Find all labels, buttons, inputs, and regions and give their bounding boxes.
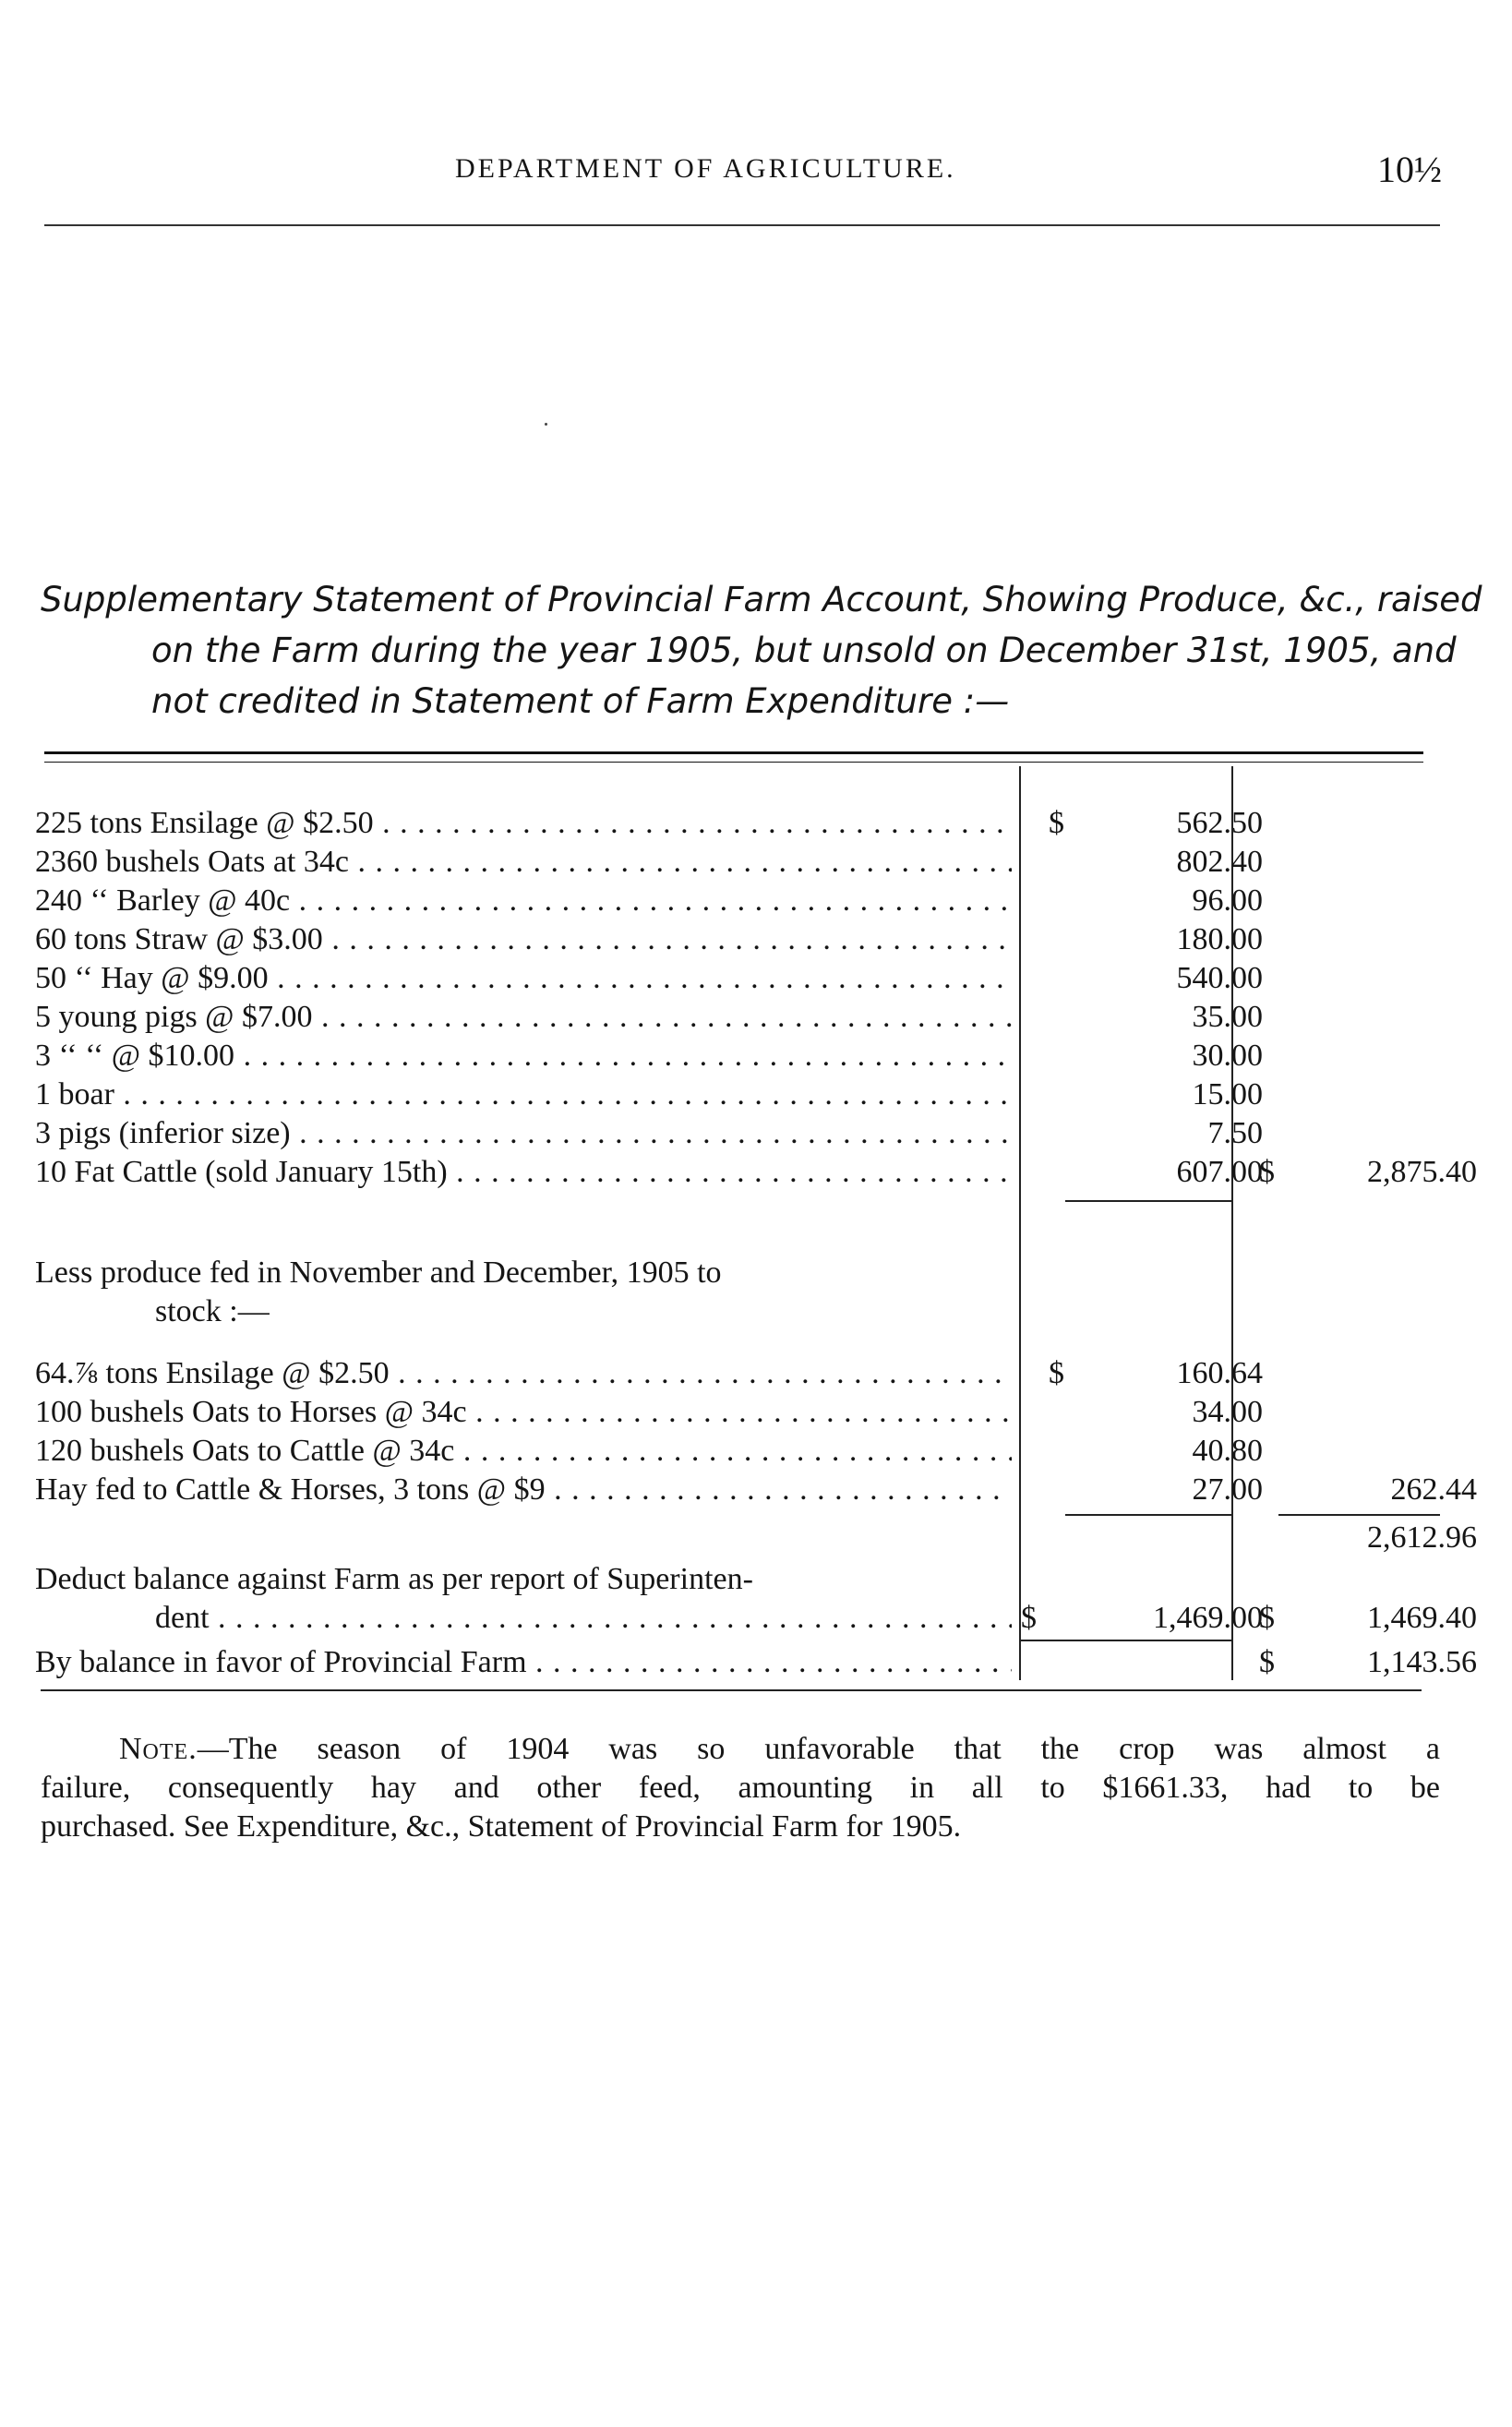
table-row [35, 1075, 1447, 1114]
print-speck [545, 423, 547, 426]
row-label: 100 bushels Oats to Horses @ 34c . . . [35, 1393, 1012, 1432]
deduct-line-2: dent . . . [155, 1599, 1012, 1638]
note-text-1: —The season of 1904 was so unfavorable that the crop was almost a [197, 1732, 1440, 1766]
running-title: DEPARTMENT OF AGRICULTURE. [455, 153, 956, 184]
row-label: 10 Fat Cattle (sold January 15th) . . . [35, 1153, 1012, 1192]
deduct-heading [35, 1560, 753, 1599]
footnote [41, 1730, 1440, 1846]
row-amount: 35.00 [1192, 1000, 1263, 1034]
row-amount: 27.00 [1192, 1472, 1263, 1507]
table-row [35, 882, 1447, 920]
table-top-rule-thin [44, 762, 1423, 763]
title-line-1: Supplementary Statement of Provincial Farm Account, Showing Produce, &c., raised [41, 580, 1482, 619]
table-bottom-rule [41, 1689, 1422, 1691]
row-amount: 562.50 [1176, 806, 1263, 840]
table-row [35, 959, 1447, 998]
row-amount: 7.50 [1207, 1116, 1263, 1150]
dollar-sign: $ [1021, 1601, 1037, 1635]
note-lead: Note. [119, 1732, 198, 1766]
balance-row [35, 1643, 1477, 1682]
row-label: 64.⅞ tons Ensilage @ $2.50 . . . [35, 1354, 1012, 1393]
row-label: 3 ‘‘ ‘‘ @ $10.00 . . . [35, 1037, 1012, 1075]
row-amount: 160.64 [1176, 1356, 1263, 1390]
row-label: 3 pigs (inferior size) . . . [35, 1114, 1012, 1153]
less-heading-cont [155, 1292, 270, 1331]
less-heading-line-2: stock :— [155, 1294, 270, 1328]
less-heading [35, 1254, 722, 1292]
deduct-line-1: Deduct balance against Farm as per report of Superinten- [35, 1562, 753, 1596]
row-label: 5 young pigs @ $7.00 . . . [35, 998, 1012, 1037]
row-amount: 607.00 [1176, 1155, 1263, 1189]
title-line-2: on the Farm during the year 1905, but unsold on December 31st, 1905, and [151, 631, 1457, 670]
statement-title [41, 574, 1482, 727]
row-label: 1 boar . . . [35, 1075, 1012, 1114]
table-row [35, 1393, 1447, 1432]
table-row [35, 920, 1447, 959]
row-label: 60 tons Straw @ $3.00 . . . [35, 920, 1012, 959]
note-line-2: failure, consequently hay and other feed, amounting in all to $1661.33, had to be [41, 1771, 1440, 1805]
row-total: 2,875.40 [1367, 1155, 1477, 1189]
row-label: Hay fed to Cattle & Horses, 3 tons @ $9 . . . [35, 1471, 1012, 1509]
row-amount: 30.00 [1192, 1039, 1263, 1073]
row-amount: 15.00 [1192, 1077, 1263, 1111]
dollar-sign: $ [1049, 1356, 1064, 1390]
page-header [0, 148, 1512, 194]
row-label: 120 bushels Oats to Cattle @ 34c . . . [35, 1432, 1012, 1471]
balance-label: By balance in favor of Provincial Farm . . . [35, 1643, 1012, 1682]
title-line-3: not credited in Statement of Farm Expenditure :— [151, 681, 1010, 721]
dollar-sign: $ [1049, 806, 1064, 840]
fed-sum-rule [1065, 1514, 1231, 1516]
row-label: 50 ‘‘ Hay @ $9.00 . . . [35, 959, 1012, 998]
deduct-total: 1,469.40 [1367, 1601, 1477, 1635]
table-row [35, 1471, 1477, 1509]
table-row [35, 804, 1447, 843]
table-row [35, 998, 1447, 1037]
header-rule [44, 224, 1440, 226]
note-line-3: purchased. See Expenditure, &c., Statement of Provincial Farm for 1905. [41, 1809, 962, 1844]
table-row [35, 1432, 1447, 1471]
subtotal-value: 2,612.96 [1367, 1520, 1477, 1555]
balance-total: 1,143.56 [1367, 1645, 1477, 1679]
row-amount: 802.40 [1176, 845, 1263, 879]
row-amount: 34.00 [1192, 1395, 1263, 1429]
row-amount: 540.00 [1176, 961, 1263, 995]
table-top-rule [44, 751, 1423, 754]
table-row [35, 1153, 1477, 1192]
row-amount: 40.80 [1192, 1434, 1263, 1468]
less-heading-line-1: Less produce fed in November and December, 1905 to [35, 1256, 722, 1290]
deduct-rule [1019, 1640, 1231, 1641]
row-amount: 180.00 [1176, 922, 1263, 956]
produce-sum-rule [1065, 1200, 1231, 1202]
table-row [35, 1114, 1447, 1153]
deduct-row [155, 1599, 1477, 1638]
row-label: 2360 bushels Oats at 34c . . . [35, 843, 1012, 882]
table-row [35, 1037, 1447, 1075]
table-row [35, 843, 1447, 882]
row-label: 225 tons Ensilage @ $2.50 . . . [35, 804, 1012, 843]
row-label: 240 ‘‘ Barley @ 40c . . . [35, 882, 1012, 920]
page-number: 10½ [1377, 149, 1442, 190]
total-dollar-sign: $ [1259, 1645, 1275, 1679]
fed-total-rule [1278, 1514, 1440, 1516]
total-dollar-sign: $ [1259, 1601, 1275, 1635]
row-amount: 96.00 [1192, 883, 1263, 918]
total-dollar-sign: $ [1259, 1155, 1275, 1189]
deduct-amount: 1,469.00 [1153, 1601, 1263, 1635]
table-row [35, 1354, 1447, 1393]
note-line-1 [41, 1730, 1440, 1769]
subtotal-row [35, 1519, 1477, 1557]
row-total: 262.44 [1390, 1472, 1477, 1507]
